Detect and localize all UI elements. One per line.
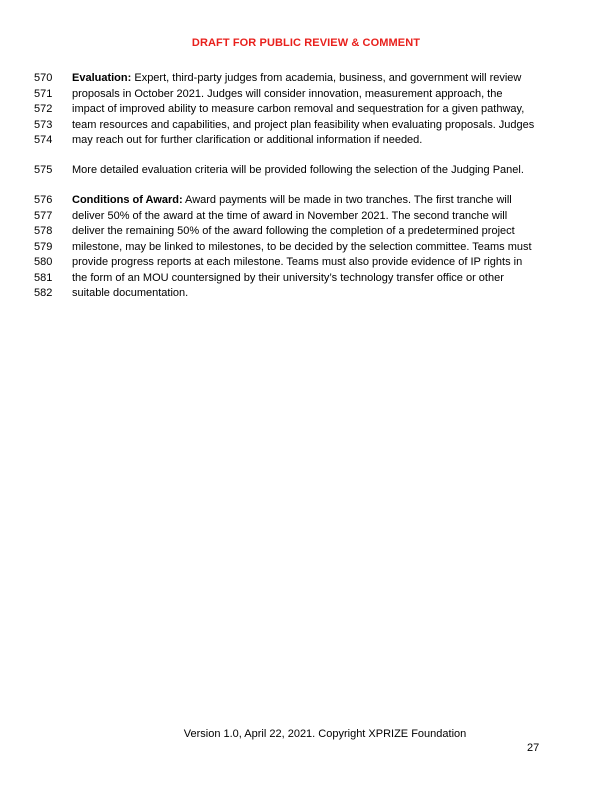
line-number: 576 [34, 194, 53, 206]
line-text: More detailed evaluation criteria will be provided following the selection of the Judging Panel. [72, 164, 524, 176]
page-number: 27 [527, 742, 540, 754]
text-line [34, 224, 564, 240]
footer-version: Version 1.0, April 22, 2021. Copyright XPRIZE Foundation [183, 728, 467, 740]
line-text: deliver the remaining 50% of the award following the completion of a predetermined project [72, 225, 515, 237]
text-line [34, 240, 564, 256]
line-text: Award payments will be made in two tranches. The first tranche will [182, 194, 512, 206]
evaluation-heading: Evaluation: [72, 72, 132, 84]
text-line [34, 255, 564, 271]
text-line [34, 102, 564, 118]
line-number: 574 [34, 134, 53, 146]
line-text: deliver 50% of the award at the time of award in November 2021. The second tranche will [72, 209, 508, 222]
line-number: 571 [34, 87, 53, 100]
line-text: the form of an MOU countersigned by their university’s technology transfer office or other [72, 271, 504, 284]
line-number: 572 [34, 103, 53, 115]
line-number: 582 [34, 287, 53, 299]
line-text: milestone, may be linked to milestones, to be decided by the selection committee. Teams must [72, 240, 532, 253]
conditions-paragraph [34, 193, 564, 302]
evaluation-paragraph [34, 71, 564, 149]
text-line [34, 193, 564, 209]
line-number: 580 [34, 256, 53, 268]
line-number: 577 [34, 209, 53, 222]
criteria-paragraph [34, 163, 564, 179]
line-number: 575 [34, 164, 53, 176]
text-line [34, 163, 564, 179]
text-line [34, 271, 564, 287]
text-line [34, 133, 564, 149]
line-text: Expert, third-party judges from academia, business, and government will review [131, 72, 522, 84]
text-line [34, 209, 564, 225]
line-text: suitable documentation. [72, 287, 189, 299]
text-line [34, 286, 564, 302]
line-text: team resources and capabilities, and project plan feasibility when evaluating proposals. Judges [72, 118, 535, 131]
text-line [34, 118, 564, 134]
text-line [34, 71, 564, 87]
line-number: 579 [34, 240, 53, 253]
line-text: may reach out for further clarification or additional information if needed. [72, 134, 423, 146]
line-number: 581 [34, 271, 53, 284]
line-number: 578 [34, 225, 53, 237]
line-number: 573 [34, 118, 53, 131]
draft-notice: DRAFT FOR PUBLIC REVIEW & COMMENT [191, 37, 421, 49]
conditions-heading: Conditions of Award: [72, 194, 183, 206]
line-text: proposals in October 2021. Judges will consider innovation, measurement approach, the [72, 87, 503, 100]
text-line [34, 87, 564, 103]
line-text: impact of improved ability to measure carbon removal and sequestration for a given pathway, [72, 103, 525, 115]
line-text: provide progress reports at each milestone. Teams must also provide evidence of IP rights in [72, 256, 523, 268]
line-number: 570 [34, 72, 53, 84]
